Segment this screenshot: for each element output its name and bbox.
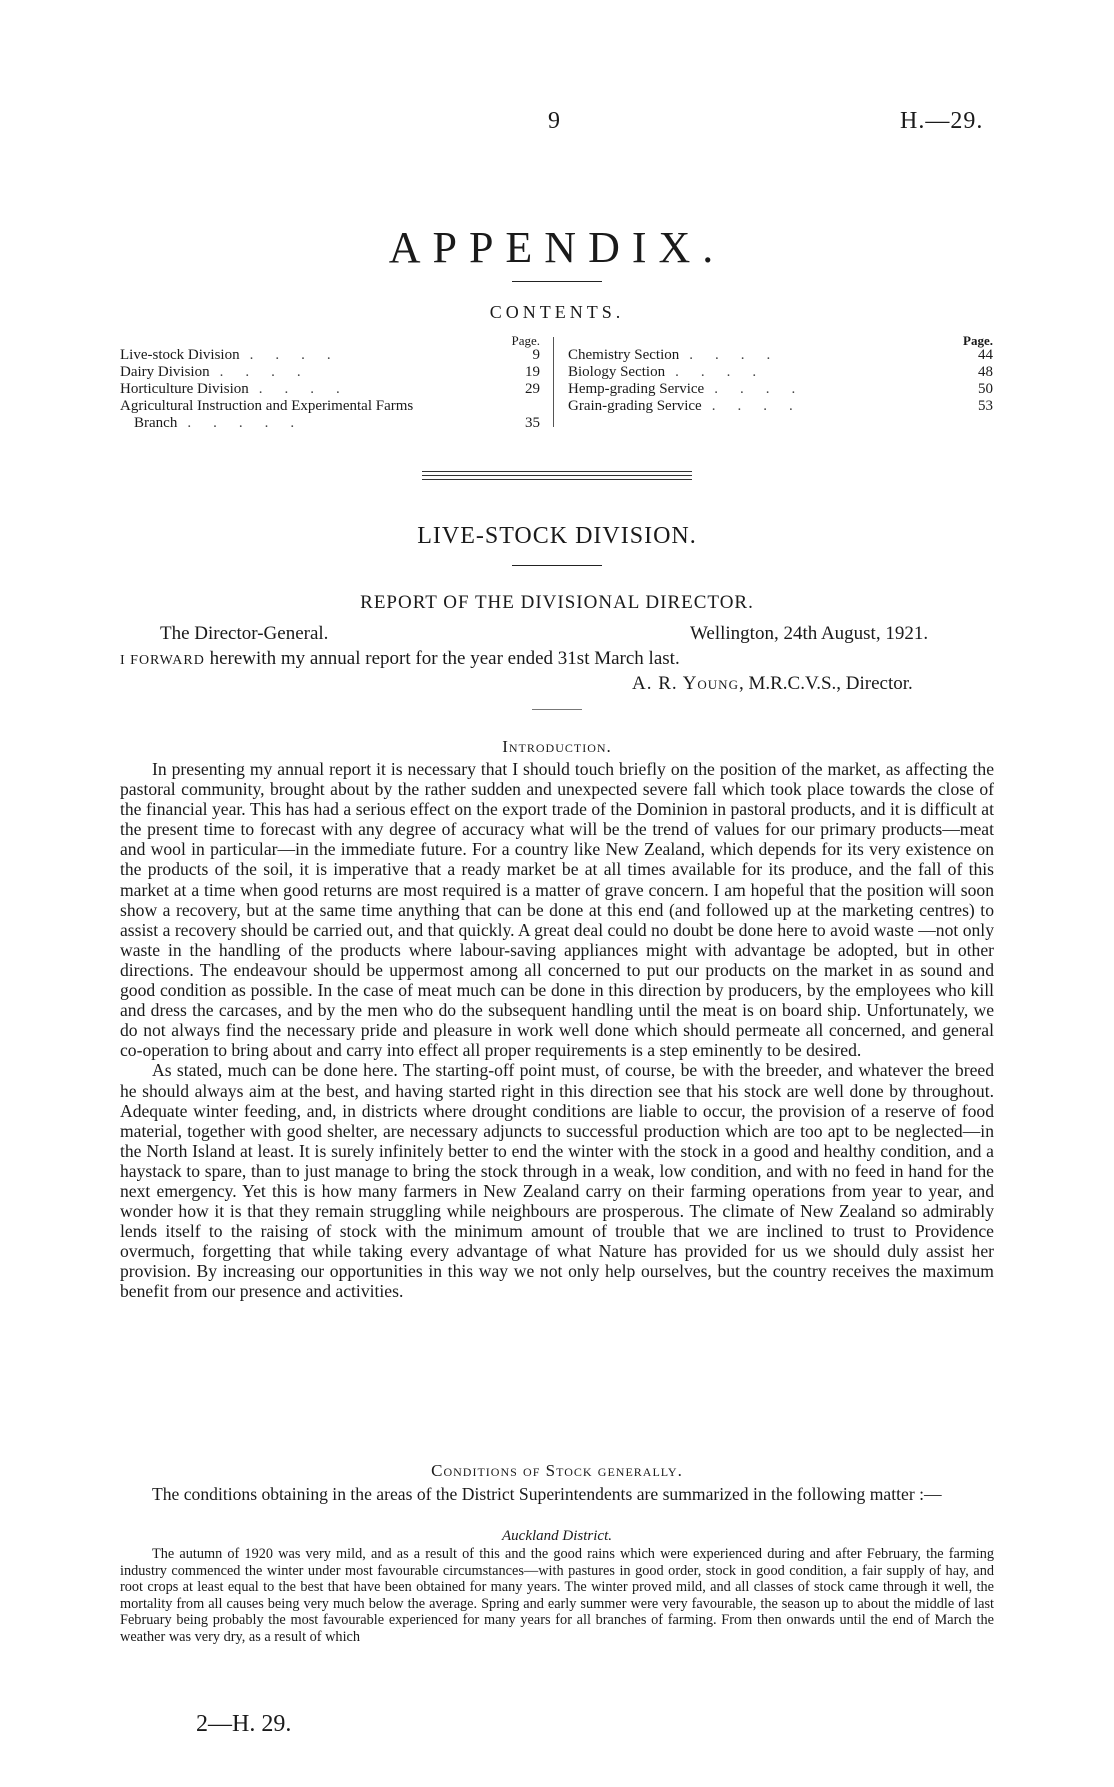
page-number: 9 [548,108,560,134]
paragraph: The conditions obtaining in the areas of the District Superintendents are summarized in the following matter :— [152,1484,942,1504]
district-body [120,1546,994,1645]
contents-divider [553,337,554,427]
place-date: Wellington, 24th August, 1921. [690,623,929,644]
signature-title: , M.R.C.V.S., Director. [738,673,913,694]
toc-entry: Agricultural Instruction and Experimental Farms [120,398,414,414]
paragraph: The autumn of 1920 was very mild, and as a result of this and the good rains which were experienced during and after February, the farming industry commenced the winter under most favourable circumstances—with pastures in good order, stock in good condition, a fair supply of hay, and root crops at least equal to the best that have been obtained for many years. The winter proved mild, and all classes of stock came through it well, the mortality from all causes being very much below the average. Spring and early summer were very favourable, the season up to about the middle of last February being probably the most favourable experienced for many years for all branches of farming. From then onwards until the end of March the weather was very dry, as a result of which [120,1546,994,1645]
paragraph: In presenting my annual report it is necessary that I should touch briefly on the position of the market, as affecting the pastoral community, brought about by the rather sudden and unexpected severe fall which took place towards the close of the financial year. This has had a serious effect on the export trade of the Dominion in pastoral products, and it is difficult at the present time to forecast with any degree of accuracy what will be the trend of values for our primary products—meat and wool in particular—in the immediate future. For a country like New Zealand, which depends for its very existence on the products of the soil, it is imperative that a ready market be at all times available for its produce, and the fall of this market at a time when good returns are most required is a matter of grave concern. I am hopeful that the position will soon show a recovery, but at the same time anything that can be done at this end (and followed up at the marketing centres) to assist a recovery should be carried out, and that quickly. A great deal could no doubt be done here to avoid waste —not only waste in the handling of the products where labour-saving appliances might with advantage be adopted, but in other directions. The endeavour should be uppermost among all concerned to put our products on the market in as sound and good condition as possible. In the case of meat much can be done in this direction by producers, by the employees who kill and dress the carcases, and by the men who do the subsequent handling until the meat is on board ship. Unfortunately, we do not always find the necessary pride and pleasure in work well done which should permeate all concerned, and general co-operation to bring about and carry into effect all proper requirements is a step eminently to be desired. [120,759,994,1061]
forward-line [120,648,680,670]
toc-entry: Grain-grading Service .... 53 [568,398,993,414]
toc-entry: Biology Section .... 48 [568,364,993,380]
contents-left-column [120,332,540,432]
section-title-underline [512,565,602,566]
toc-entry: Branch ..... 35 [134,415,540,431]
toc-entry: Horticulture Division .... 29 [120,381,540,397]
district-heading: Auckland District. [502,1528,612,1544]
paragraph: As stated, much can be done here. The starting-off point must, of course, be with the breeder, and whatever the breed he should always aim at the best, and having started right in this direction see that his stock are well done by throughout. Adequate winter feeding, and, in districts where drought conditions are liable to occur, the provision of a reserve of food material, together with good shelter, are necessary adjuncts to successful production which are too apt to be neglected—in the North Island at least. It is surely infinitely better to end the winter with the stock in a good and healthy condition, and a haystack to spare, than to just manage to bring the stock through in a weak, low condition, and with no feed in hand for the next emergency. Yet this is how many farmers in New Zealand carry on their farming operations from year to year, and wonder how it is that they remain struggling while neighbours are prosperous. The climate of New Zealand so admirably lends itself to the raising of stock with the minimum amount of trouble that we are inclined to trust to Providence overmuch, forgetting that while taking every advantage of what Nature has provided for us we should duly assist her provision. By increasing our opportunities in this way we not only help ourselves, but the country receives the maximum benefit from our presence and activities. [120,1060,994,1302]
signature [632,673,913,695]
signature-mark: 2—H. 29. [196,1711,292,1737]
page-column-header: Page. [963,333,993,348]
report-heading: REPORT OF THE DIVISIONAL DIRECTOR. [360,592,754,613]
toc-entry: Chemistry Section .... 44 [568,347,993,363]
section-separator [422,471,692,483]
toc-entry: Hemp-grading Service .... 50 [568,381,993,397]
forward-first-word: I FORWARD [120,653,205,668]
signature-rule [532,709,582,710]
section-title: LIVE-STOCK DIVISION. [417,523,697,549]
page-column-header: Page. [511,333,540,348]
conditions-intro [120,1484,994,1504]
forward-rest: herewith my annual report for the year ended 31st March last. [204,648,680,669]
appendix-title: APPENDIX. [388,223,726,272]
toc-entry: Live-stock Division .... 9 [120,347,540,363]
document-reference: H.—29. [900,108,984,134]
introduction-body [120,759,994,1302]
signature-name: A. R. Young [632,673,739,694]
conditions-heading: Conditions of Stock generally. [431,1461,683,1480]
addressee: The Director-General. [160,623,329,644]
introduction-heading: Introduction. [502,737,612,756]
contents-right-column [568,332,993,415]
title-underline [512,281,602,282]
contents-heading: CONTENTS. [489,302,625,322]
toc-entry: Dairy Division .... 19 [120,364,540,380]
